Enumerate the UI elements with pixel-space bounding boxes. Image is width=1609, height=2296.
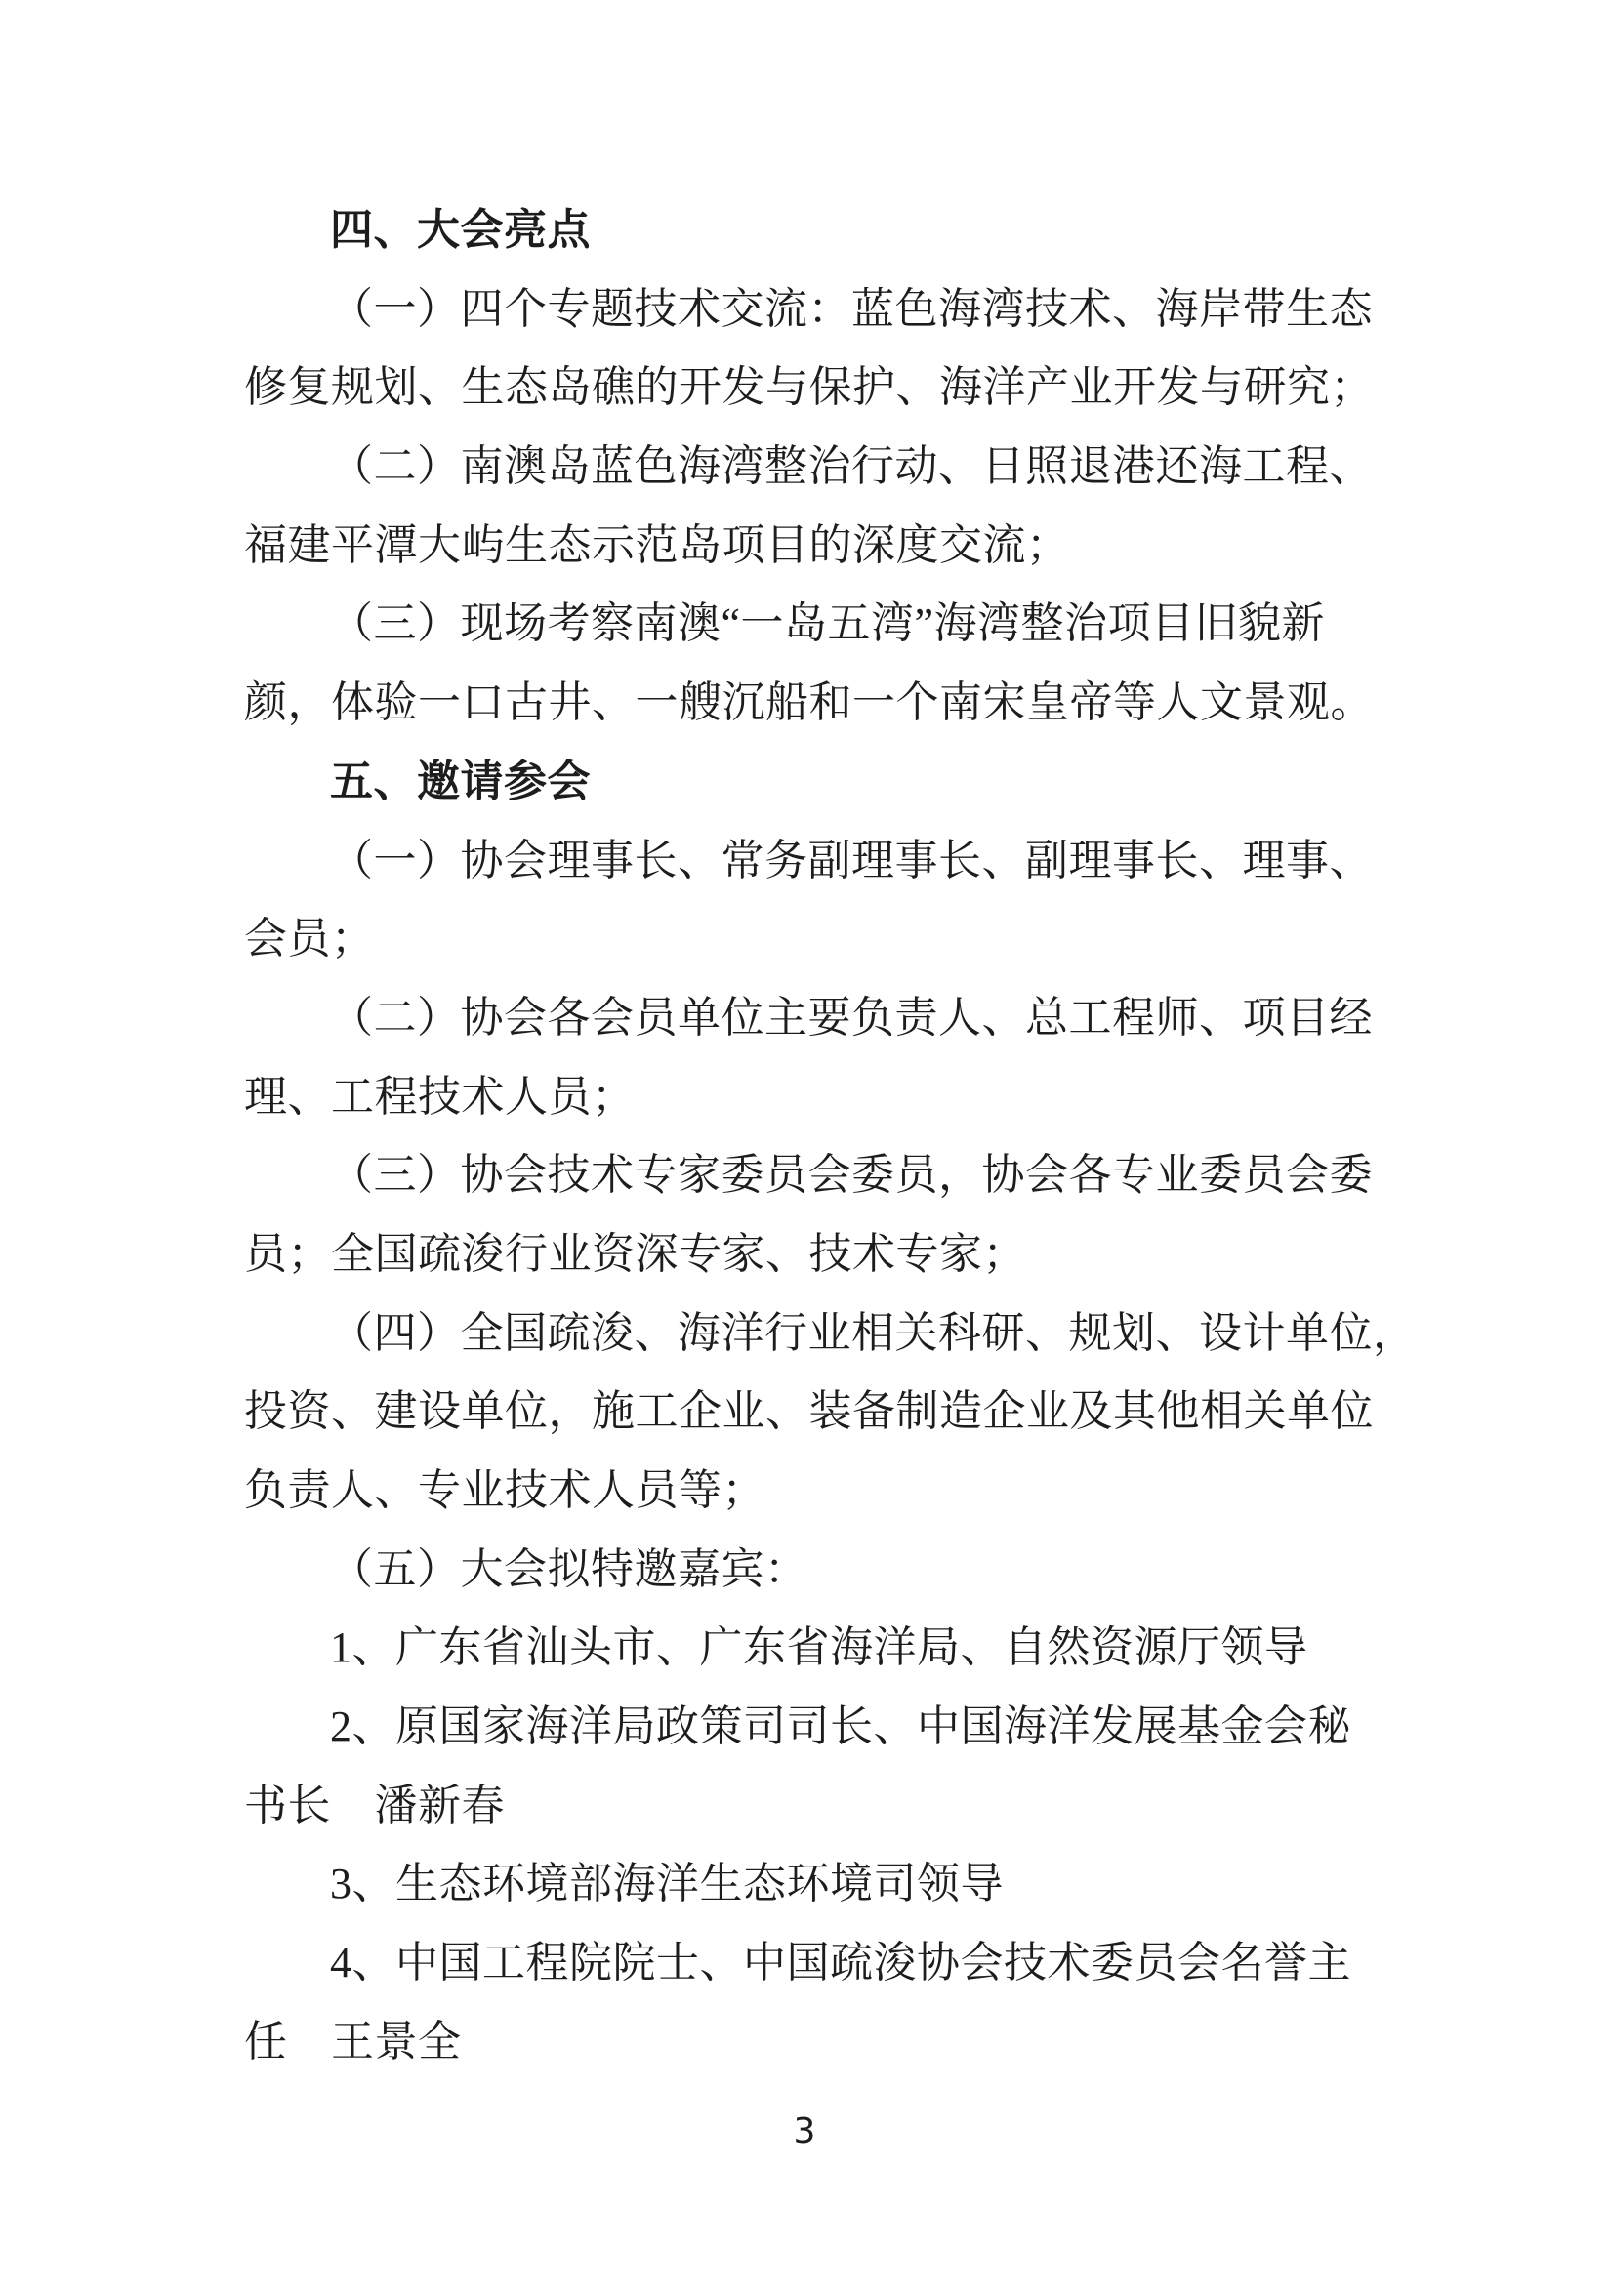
text-line: （三）协会技术专家委员会委员，协会各专业委员会委 xyxy=(330,1151,1373,1200)
text-line: （四）全国疏浚、海洋行业相关科研、规划、设计单位， xyxy=(330,1308,1417,1357)
text-line: （五）大会拟特邀嘉宾： xyxy=(330,1544,808,1593)
text-line: 书长 潘新春 xyxy=(244,1781,505,1829)
text-line: （二）协会各会员单位主要负责人、总工程师、项目经 xyxy=(330,993,1373,1042)
text-line: （二）南澳岛蓝色海湾整治行动、日照退港还海工程、 xyxy=(330,442,1373,491)
section-heading: 五、邀请参会 xyxy=(330,757,591,805)
text-line: 理、工程技术人员； xyxy=(244,1072,636,1121)
document-body xyxy=(244,191,1417,2082)
text-line: 员；全国疏浚行业资深专家、技术专家； xyxy=(244,1229,1026,1278)
text-line: 任 王景全 xyxy=(244,2017,462,2066)
list-item-line: 1、广东省汕头市、广东省海洋局、自然资源厅领导 xyxy=(330,1623,1308,1672)
text-line: 会员； xyxy=(244,915,375,964)
list-item-line: 2、原国家海洋局政策司司长、中国海洋发展基金会秘 xyxy=(330,1702,1351,1751)
section-heading: 四、大会亮点 xyxy=(330,206,591,254)
text-line: 颜，体验一口古井、一艘沉船和一个南宋皇帝等人文景观。 xyxy=(244,678,1374,727)
text-line: 修复规划、生态岛礁的开发与保护、海洋产业开发与研究； xyxy=(244,363,1374,412)
page-number: 3 xyxy=(793,2112,816,2152)
text-line: （一）四个专题技术交流：蓝色海湾技术、海岸带生态 xyxy=(330,284,1373,333)
text-line: （三）现场考察南澳“一岛五湾”海湾整治项目旧貌新 xyxy=(330,599,1326,648)
text-line: （一）协会理事长、常务副理事长、副理事长、理事、 xyxy=(330,836,1373,884)
text-line: 福建平潭大屿生态示范岛项目的深度交流； xyxy=(244,520,1070,569)
text-line: 负责人、专业技术人员等； xyxy=(244,1466,765,1514)
text-line: 投资、建设单位，施工企业、装备制造企业及其他相关单位 xyxy=(244,1387,1374,1436)
list-item-line: 3、生态环境部海洋生态环境司领导 xyxy=(330,1860,1004,1908)
list-item-line: 4、中国工程院院士、中国疏浚协会技术委员会名誉主 xyxy=(330,1939,1351,1988)
